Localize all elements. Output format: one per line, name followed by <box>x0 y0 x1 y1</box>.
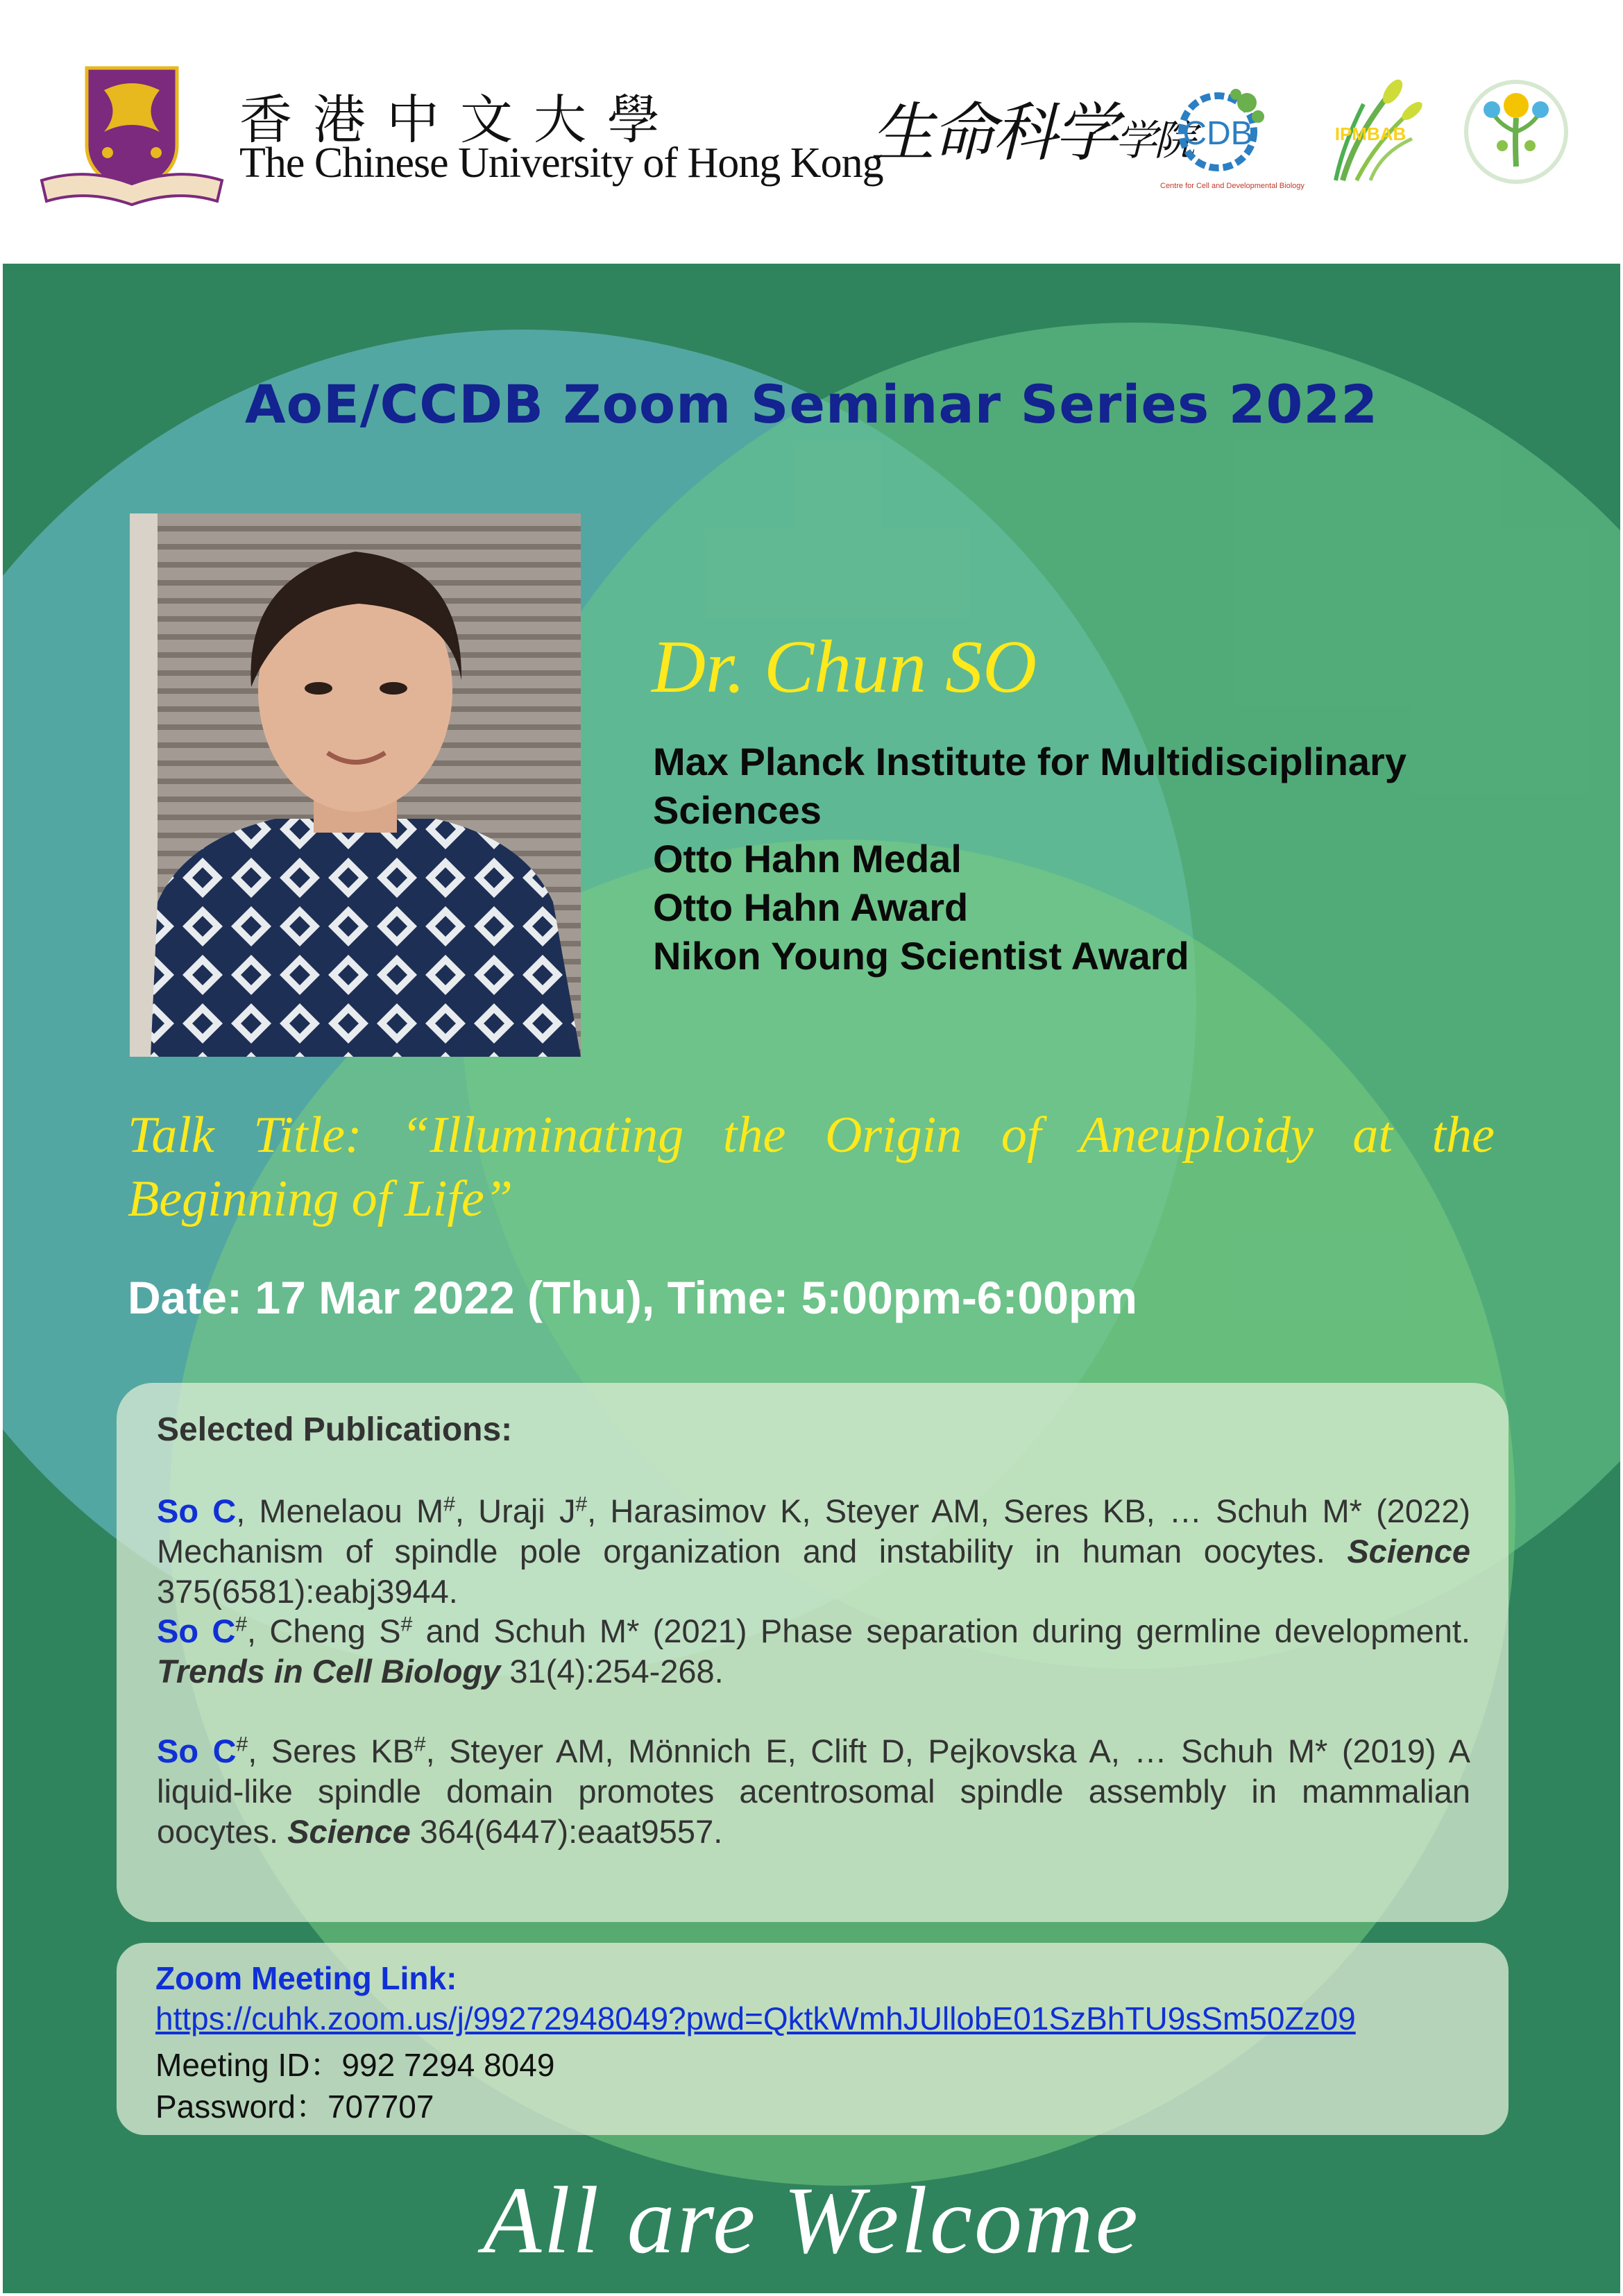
zoom-password: Password：707707 <box>155 2089 434 2125</box>
publication-item <box>157 1731 1470 1852</box>
equal-contribution-mark: # <box>400 1613 413 1636</box>
faculty-name-chinese: 生命科学 <box>871 96 1116 170</box>
publication-authors-title: and Schuh M* (2021) Phase separation during germline development. <box>412 1613 1470 1649</box>
talk-title: Talk Title: “Illuminating the Origin of Aneuploidy at the Beginning of Life” <box>128 1107 1495 1227</box>
speaker-affiliation-line: Max Planck Institute for Multidisciplinary <box>653 740 1407 783</box>
header-banner <box>0 0 1623 264</box>
speaker-affiliations <box>653 738 1555 980</box>
publication-item <box>157 1491 1470 1612</box>
equal-contribution-mark: # <box>443 1493 455 1516</box>
seminar-poster <box>3 264 1620 2293</box>
publication-citation: 375(6581):eabj3944. <box>157 1573 458 1610</box>
ipmbab-logo-text: IPMBAB <box>1334 124 1407 144</box>
speaker-award-line: Nikon Young Scientist Award <box>653 934 1189 978</box>
speaker-award-line: Otto Hahn Medal <box>653 837 962 881</box>
zoom-meeting-panel <box>117 1943 1509 2135</box>
university-name-chinese: 香港中文大學 <box>239 89 681 151</box>
speaker-award-line: Otto Hahn Award <box>653 885 969 929</box>
speaker-name: Dr. Chun SO <box>652 626 1037 708</box>
zoom-heading: Zoom Meeting Link: <box>155 1960 457 1996</box>
equal-contribution-mark: # <box>236 1733 248 1756</box>
faculty-of-life-sciences-logo <box>871 82 1193 173</box>
equal-contribution-mark: # <box>414 1733 426 1756</box>
publication-authors-title: , Harasimov K, Steyer AM, Seres KB, … Schuh M* (2022) Mechanism of spindle pole organization and instability in human oocytes. <box>157 1493 1470 1570</box>
zoom-meeting-link[interactable]: https://cuhk.zoom.us/j/99272948049?pwd=QktkWmhJUllobE01SzBhTU9sSm50Zz09 <box>155 2000 1356 2036</box>
organelle-centre-logo <box>1461 76 1572 187</box>
publication-citation: 31(4):254-268. <box>500 1653 724 1690</box>
publications-heading: Selected Publications: <box>157 1411 513 1448</box>
university-name-english: The Chinese University of Hong Kong <box>239 139 883 187</box>
publication-author-highlight: So C <box>157 1493 237 1529</box>
ccdb-caption: Centre for Cell and Developmental Biology <box>1160 182 1305 190</box>
speaker-photo <box>130 513 581 1057</box>
date-time: Date: 17 Mar 2022 (Thu), Time: 5:00pm-6:00pm <box>128 1272 1137 1323</box>
publication-journal: Trends in Cell Biology <box>157 1653 501 1690</box>
publication-author-highlight: So C <box>157 1613 236 1649</box>
publication-citation: 364(6447):eaat9557. <box>410 1813 723 1850</box>
publication-journal: Science <box>287 1813 411 1850</box>
speaker-affiliation-line: Sciences <box>653 788 822 832</box>
publication-item <box>157 1611 1470 1692</box>
equal-contribution-mark: # <box>575 1493 588 1516</box>
publications-panel <box>117 1383 1509 1922</box>
publication-authors: , Cheng S <box>247 1613 401 1649</box>
publication-authors-title: , Steyer AM, Mönnich E, Clift D, Pejkovska A, … Schuh M* (2019) A liquid-like spindle domain promotes acentrosomal spindle assembly in mammalian oocytes. <box>157 1733 1471 1850</box>
publication-authors: , Menelaou M <box>236 1493 444 1529</box>
ipmbab-logo <box>1315 76 1426 187</box>
series-title: AoE/CCDB Zoom Seminar Series 2022 <box>244 373 1379 435</box>
cuhk-crest-logo <box>38 62 226 208</box>
publication-authors: , Seres KB <box>248 1733 414 1769</box>
ccdb-logo <box>1169 82 1273 186</box>
publication-author-highlight: So C <box>157 1733 237 1769</box>
all-are-welcome: All are Welcome <box>483 2167 1140 2273</box>
zoom-meeting-id: Meeting ID：992 7294 8049 <box>155 2047 555 2083</box>
ccdb-logo-text: CDB <box>1182 115 1253 152</box>
equal-contribution-mark: # <box>235 1613 248 1636</box>
publication-authors: , Uraji J <box>454 1493 576 1529</box>
faculty-name-chinese-suffix: 学院 <box>1115 117 1193 165</box>
publication-journal: Science <box>1347 1533 1470 1570</box>
